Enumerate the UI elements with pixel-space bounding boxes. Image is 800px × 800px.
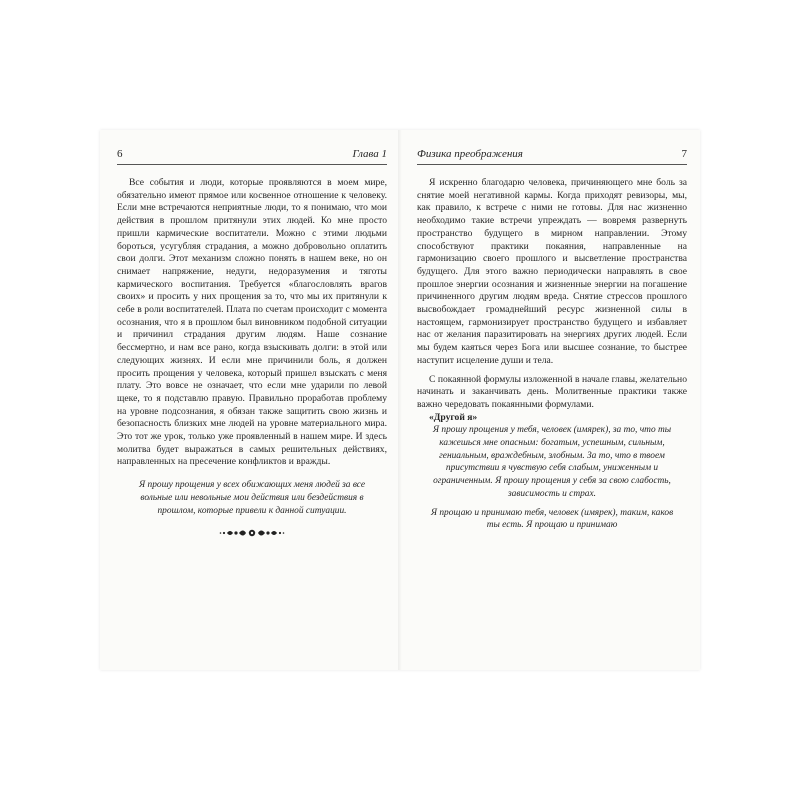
book-gutter: [398, 130, 402, 670]
right-paragraph-1: Я искренно благодарю человека, причиняющего мне боль за снятие моей негативной кармы. Когда приходят ревизоры, мы, как правило, к встрече с ними не готовы. Для нас жизненно необходимо такие встречи упреждать — вовремя развернуть пространство будущего в мирном направлении. Этому способствуют практики покаяния, направленные на гармонизацию своего прошлого и высветление пространства будущего. Для этого важно периодически направлять в свое прошлое энергии осознания и жизненные энергии на погашение причиненного другим людям вреда. Снятие стрессов прошлого высвобождает громаднейший ресурс жизненной силы в настоящем, гармонизирует пространство будущего и избавляет нас от желания паразитировать на энергиях других людей. Если мы будем каяться через Бога или высшее сознание, то быстрее наступит исцеление души и тела.: [417, 177, 687, 366]
right-page-header: [417, 148, 687, 165]
left-page-body: [117, 177, 387, 469]
right-prayer-block: [417, 424, 687, 532]
right-page-body: [417, 177, 687, 424]
right-running-head: Физика преображения: [417, 148, 523, 160]
right-page: [417, 148, 687, 532]
left-page: [117, 148, 387, 539]
ornament-divider-icon: [217, 527, 287, 539]
section-subtitle: «Другой я»: [429, 411, 478, 423]
left-running-head: Глава 1: [352, 148, 387, 160]
left-prayer-block: [117, 479, 387, 517]
right-prayer-text-2: Я прощаю и принимаю тебя, человек (имярек), таким, каков ты есть. Я прощаю и принимаю: [430, 507, 674, 531]
left-page-header: [117, 148, 387, 165]
left-prayer-text: Я прошу прощения у всех обижающих меня людей за все вольные или невольные мои действия или бездействия в прошлом, которые привели к данной ситуации.: [139, 480, 365, 516]
left-paragraph: Все события и люди, которые проявляются в моем мире, обязательно имеют прямое или косвенное отношение к человеку. Если мне встречаются неприятные люди, то я понимаю, что мои действия в прошлом притянули этих людей. Ко мне просто пришли кармические воспитатели. Можно с этими людьми бороться, усугубляя страдания, а можно добровольно оплатить свои долги. Этот механизм сложно понять в нашем веке, но он снимает напряжение, недуги, недоразумения и тяготы кармического воспитания. Требуется «благословлять врагов своих» и просить у них прощения за то, что мы их притянули к себе в роли воспитателей. Плата по счетам происходит с момента осознания, что я в прошлом был виновником подобной ситуации и причинил страдания другим людям. Наше сознание бессмертно, и нам все рано, когда взыскивать долги: в этой или следующих жизнях. И если мне причинили боль, я должен просить прощения у человека, который пришел взыскать с меня плату. Это вовсе не означает, что если мне ударили по левой щеке, то я подставлю правую. Правильно проработав проблему на уровне подсознания, я обязан также защитить свою жизнь и безопасность близких мне людей на уровне материального мира. Это тот же урок, только уже проявленный в нашем мире. И здесь молитва будет выражаться в самых решительных действиях, направленных на пресечение конфликтов и вражды.: [117, 177, 387, 468]
left-page-number: 6: [117, 148, 123, 160]
right-page-number: 7: [681, 148, 687, 160]
right-paragraph-2: С покаянной формулы изложенной в начале главы, желательно начинать и заканчивать день. Молитвенные практики также важно чередовать покаянными формулами.: [417, 373, 687, 410]
right-prayer-text-1: Я прошу прощения у тебя, человек (имярек), за то, что ты кажешься мне опасным: богатым, успешным, сильным, гениальным, враждебным, злобным. За то, что в твоем присутствии я чувствую себя слабым, униженным и ограниченным. Я прошу прощения у себя за свою слабость, зависимость и страх.: [432, 425, 672, 499]
